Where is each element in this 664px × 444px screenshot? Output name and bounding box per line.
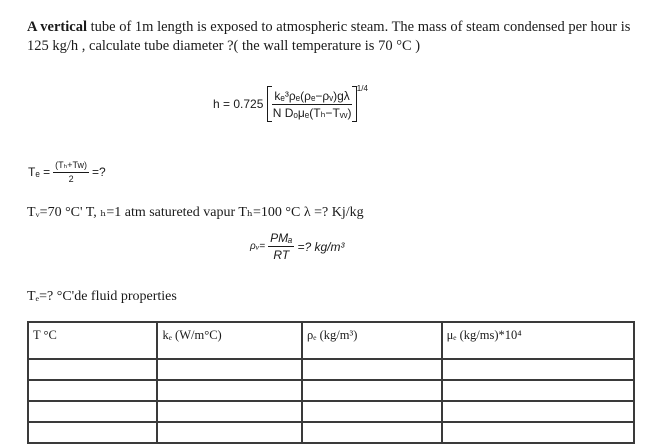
film-temperature-equation (28, 160, 106, 184)
eq-pv-numerator: PMₐ (270, 231, 293, 245)
table-cell[interactable] (157, 380, 302, 401)
table-cell[interactable] (157, 401, 302, 422)
table-cell[interactable] (302, 401, 442, 422)
eq-pv-fraction (268, 231, 294, 262)
eq-h-numerator: kₑ³ρₑ(ρₑ−ρᵥ)gλ (274, 88, 350, 103)
table-row (28, 422, 634, 443)
eq-tf-rhs: =? (92, 165, 106, 179)
eq-pv-denominator: RT (273, 248, 290, 262)
table-cell[interactable] (442, 422, 634, 443)
fluid-properties-table (27, 321, 635, 444)
table-cell[interactable] (302, 359, 442, 380)
table-cell[interactable] (442, 359, 634, 380)
vapor-density-equation (250, 231, 344, 262)
table-row (28, 401, 634, 422)
given-conditions-line: Tᵥ=70 °C' T, ₕ=1 atm satureted vapur Tₕ=100 °C λ =? Kj/kg (27, 205, 364, 220)
eq-h-fraction (272, 89, 351, 120)
heat-transfer-coefficient-equation (213, 86, 368, 122)
table-cell[interactable] (28, 401, 157, 422)
table-cell[interactable] (157, 359, 302, 380)
table-row (28, 359, 634, 380)
problem-statement (27, 18, 647, 56)
eq-pv-lhs: ρᵥ= (250, 241, 266, 252)
table-header-row (28, 322, 634, 359)
header-conductivity: kₑ (W/m°C) (157, 322, 302, 359)
header-density: ρₑ (kg/m³) (302, 322, 442, 359)
table-row (28, 380, 634, 401)
table-cell[interactable] (302, 380, 442, 401)
eq-tf-denominator: 2 (68, 174, 74, 184)
eq-h-bracket (267, 86, 356, 122)
header-temperature: T °C (28, 322, 157, 359)
eq-tf-fraction (53, 160, 89, 184)
table-cell[interactable] (442, 380, 634, 401)
fluid-properties-label: Tₑ=? °C'de fluid properties (27, 289, 177, 304)
table-cell[interactable] (28, 380, 157, 401)
eq-pv-rhs: =? kg/m³ (297, 239, 345, 254)
table-cell[interactable] (302, 422, 442, 443)
eq-h-lhs: h = 0.725 (213, 97, 264, 111)
problem-bold-lead: A vertical (27, 19, 87, 35)
problem-text: tube of 1m length is exposed to atmospheric steam. The mass of steam condensed per hour is 125 kg/h , calculate tube diameter ?( the wall temperature is 70 °C ) (27, 19, 631, 54)
table-cell[interactable] (28, 422, 157, 443)
eq-h-denominator: N Dₒμₑ(Tₕ−Tᵥᵥ) (272, 105, 352, 120)
eq-h-exponent: 1/4 (356, 84, 368, 93)
eq-tf-numerator: (Tₕ+Tw) (53, 160, 89, 173)
header-viscosity: μₑ (kg/ms)*10⁴ (442, 322, 634, 359)
eq-tf-lhs: Tₑ = (28, 165, 51, 179)
table-cell[interactable] (442, 401, 634, 422)
table-cell[interactable] (28, 359, 157, 380)
table-cell[interactable] (157, 422, 302, 443)
